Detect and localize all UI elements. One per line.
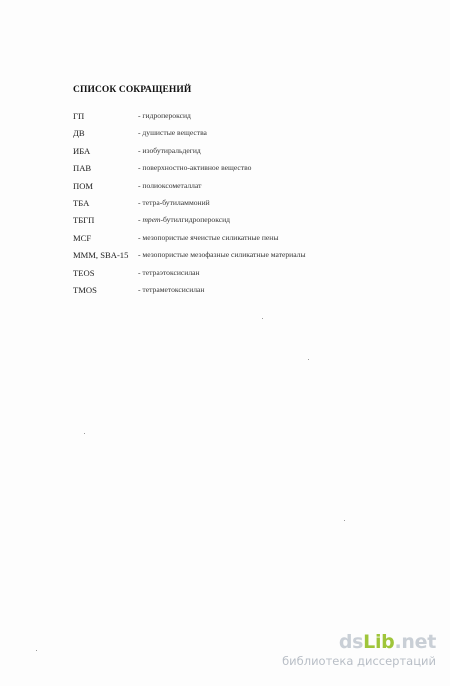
abbreviation-term: ИБА	[73, 145, 91, 156]
abbreviation-term: TMOS	[73, 284, 97, 295]
abbreviation-term: MMM, SBA-15	[73, 250, 129, 261]
list-item	[73, 111, 403, 128]
list-item	[73, 233, 403, 250]
abbreviation-term: ПОМ	[73, 180, 94, 191]
list-item	[73, 181, 403, 198]
abbreviation-definition: - тетра-бутиламмоний	[138, 197, 210, 207]
abbreviation-term: ДВ	[73, 128, 85, 139]
logo-net: .net	[394, 631, 436, 653]
list-item	[73, 215, 403, 232]
abbreviation-definition: - мезопористые ячеистые силикатные пены	[138, 232, 279, 242]
abbreviation-definition: - поверхностно-активное вещество	[138, 163, 252, 173]
list-item	[73, 198, 403, 215]
scan-speck	[344, 520, 345, 521]
list-item	[73, 285, 403, 302]
abbreviation-term: TEOS	[73, 267, 95, 278]
list-item	[73, 163, 403, 180]
definition-suffix: -бутилгидропероксид	[160, 215, 231, 225]
abbreviation-list	[73, 111, 403, 302]
page-title: СПИСОК СОКРАЩЕНИЙ	[73, 85, 192, 95]
abbreviation-definition: - полиоксометаллат	[138, 180, 202, 190]
watermark-logo	[282, 632, 436, 652]
abbreviation-definition: - тетраэтоксисилан	[138, 267, 200, 277]
list-item	[73, 146, 403, 163]
logo-ds: ds	[338, 631, 364, 653]
scan-speck	[262, 318, 263, 319]
definition-prefix: -	[138, 215, 143, 225]
abbreviation-term: MCF	[73, 232, 92, 243]
logo-lib: Lib	[363, 631, 395, 653]
scan-speck	[84, 433, 85, 434]
list-item	[73, 128, 403, 145]
watermark-subtitle: библиотека диссертаций	[282, 654, 436, 668]
abbreviation-definition: - гидропероксид	[138, 111, 191, 120]
scan-speck	[308, 359, 309, 360]
abbreviation-definition: - мезопористые мезофазные силикатные материалы	[138, 250, 306, 260]
abbreviation-term: ПАВ	[73, 163, 92, 174]
abbreviation-definition: - тетраметоксисилан	[138, 284, 205, 294]
definition-italic: трет	[142, 215, 161, 225]
watermark	[282, 632, 436, 668]
abbreviation-definition: - душистые вещества	[138, 128, 207, 138]
abbreviation-definition: - изобутиральдегид	[138, 145, 201, 155]
abbreviation-term: ТБГП	[73, 215, 95, 226]
abbreviation-definition	[138, 215, 403, 224]
abbreviation-term: ТБА	[73, 197, 90, 208]
list-item	[73, 268, 403, 285]
abbreviation-term: ГП	[73, 111, 85, 121]
scan-speck	[36, 650, 37, 651]
list-item	[73, 250, 403, 267]
